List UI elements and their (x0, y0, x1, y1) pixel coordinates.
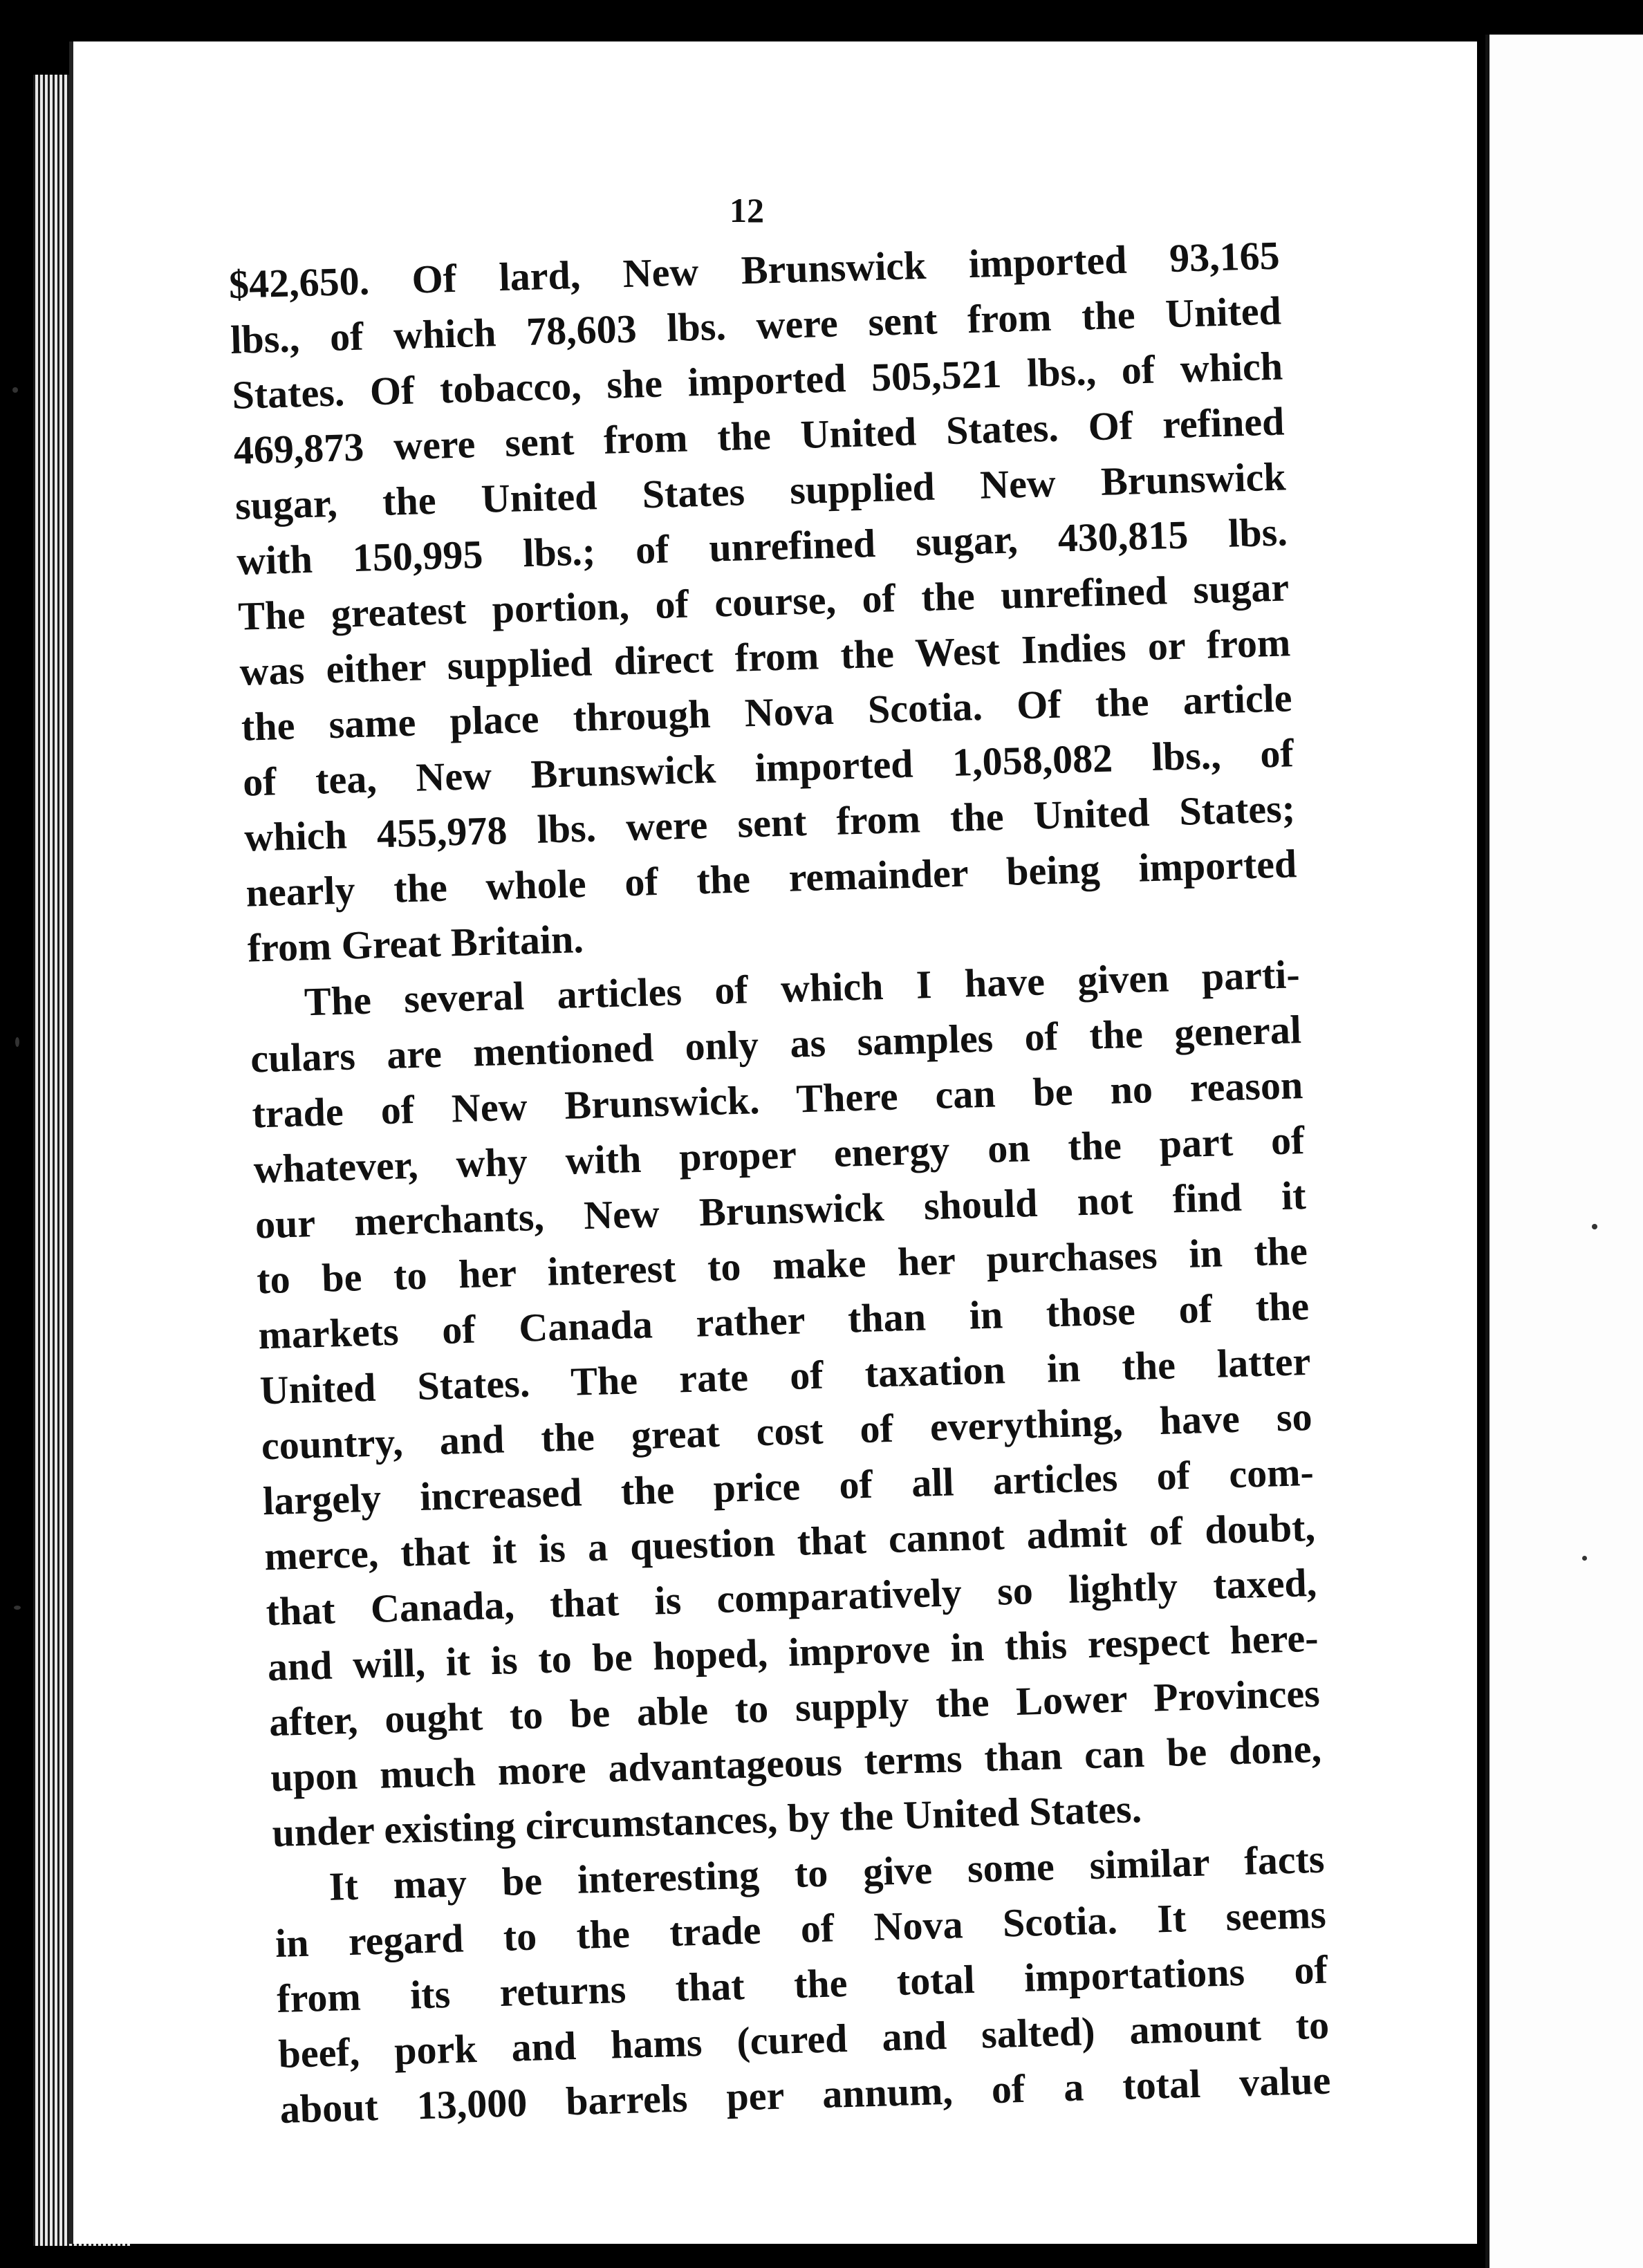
text-line: merce, that it is a question that cannot admit of doubt, (263, 1504, 1316, 1579)
text-line: whatever, why with proper energy on the part of (252, 1117, 1306, 1192)
text-line: our merchants, New Brunswick should not find it (254, 1173, 1307, 1247)
text-line: nearly the whole of the remainder being imported (245, 841, 1297, 915)
paragraph (273, 1832, 1332, 2137)
scan-speck (15, 1037, 19, 1047)
text-line: under existing circumstances, by the United States. (271, 1786, 1142, 1856)
text-line: sugar, the United States supplied New Brunswick (234, 454, 1287, 528)
scan-speck (1582, 1556, 1587, 1561)
text-line: lbs., of which 78,603 lbs. were sent from the United (230, 288, 1282, 362)
paragraph (248, 947, 1324, 1861)
text-line: after, ought to be able to supply the Lower Provinces (268, 1670, 1321, 1745)
text-line: was either supplied direct from the West Indies or from (239, 620, 1292, 694)
text-line: culars are mentioned only as samples of the general (250, 1007, 1302, 1081)
scan-speck (14, 1606, 21, 1610)
body-text (228, 228, 1331, 2137)
text-line: the same place through Nova Scotia. Of the article (241, 675, 1293, 750)
text-line: $42,650. Of lard, New Brunswick imported 93,165 (228, 232, 1281, 307)
text-line: United States. The rate of taxation in the latter (259, 1338, 1312, 1413)
text-line: about 13,000 barrels per annum, of a total value (279, 2057, 1332, 2132)
text-line: 469,873 were sent from the United States. Of refined (232, 398, 1285, 473)
text-line: country, and the great cost of everything, have so (261, 1393, 1313, 1469)
text-line: in regard to the trade of Nova Scotia. It seems (275, 1891, 1327, 1967)
text-line: beef, pork and hams (cured and salted) amount to (277, 2002, 1330, 2076)
scan-speck (1592, 1224, 1597, 1229)
facing-page-edge (1485, 35, 1643, 2268)
text-line: with 150,995 lbs.; of unrefined sugar, 430,815 lbs. (236, 509, 1288, 584)
text-line: largely increased the price of all articles of com- (262, 1449, 1315, 1524)
page-number: 12 (730, 191, 764, 230)
scan-speck (12, 387, 18, 393)
text-line: to be to her interest to make her purchases in the (256, 1227, 1308, 1303)
text-line: The greatest portion, of course, of the unrefined sugar (237, 564, 1290, 639)
text-line: from its returns that the total importations of (276, 1946, 1328, 2022)
text-line: upon much more advantageous terms than can be done, (270, 1725, 1322, 1801)
text-line: States. Of tobacco, she imported 505,521 lbs., of which (231, 343, 1283, 418)
paragraph (228, 228, 1299, 976)
text-line: It may be interesting to give some similar facts (328, 1836, 1326, 1909)
text-line: and will, it is to be hoped, improve in this respect here- (267, 1615, 1319, 1690)
text-line: which 455,978 lbs. were sent from the United States; (243, 786, 1296, 860)
text-line: trade of New Brunswick. There can be no reason (251, 1062, 1303, 1137)
text-line: of tea, New Brunswick imported 1,058,082 lbs., of (242, 730, 1294, 805)
text-line: markets of Canada rather than in those of the (257, 1283, 1310, 1358)
text-line: that Canada, that is comparatively so lightly taxed, (265, 1559, 1318, 1635)
text-line: from Great Britain. (247, 916, 584, 971)
text-line: The several articles of which I have given parti- (304, 951, 1301, 1025)
